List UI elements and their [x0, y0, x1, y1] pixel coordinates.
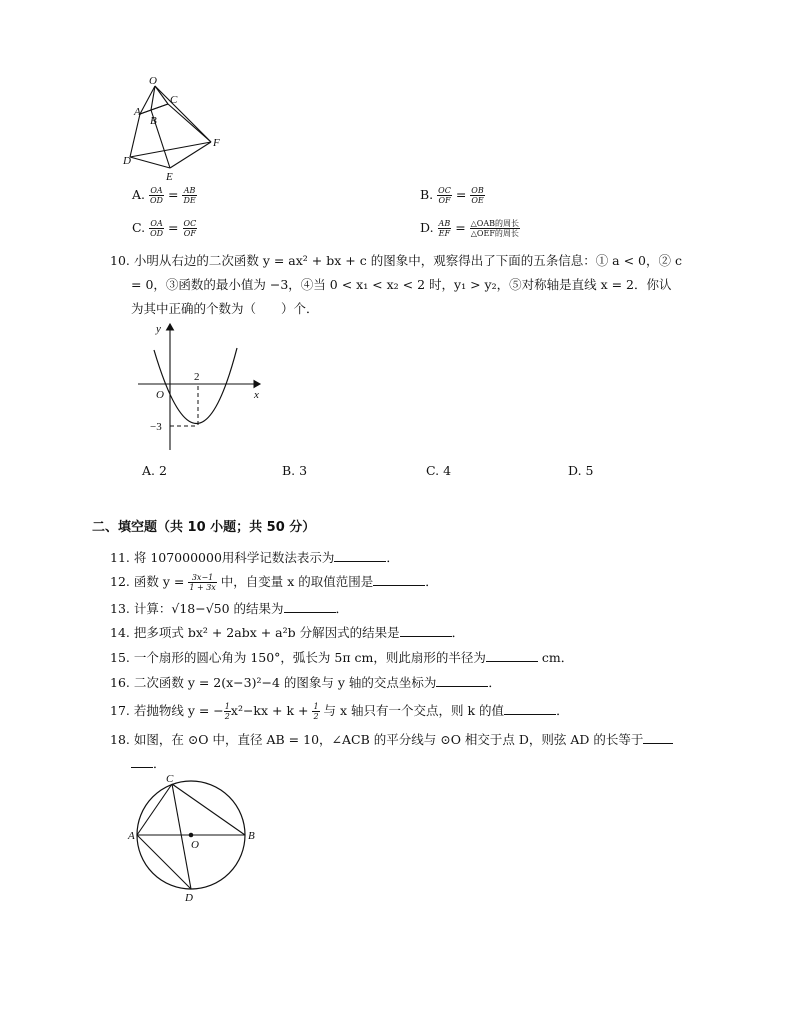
q18-circle-figure: [124, 772, 264, 906]
q10-axis-y-label: y: [156, 323, 161, 335]
q9-option-c[interactable]: [132, 219, 197, 238]
q10-option-b[interactable]: B. 3: [282, 463, 308, 478]
q16: [110, 674, 501, 692]
fraction: $\frac{OA}{OD}$: [150, 186, 163, 205]
question-end: ．: [425, 574, 438, 589]
q18-label-d: D: [185, 892, 193, 904]
question-end: ．: [451, 625, 465, 640]
fraction: $\frac{\text{△OAB的周长}}{\text{△OEF的周长}}$: [470, 219, 520, 238]
q9-label-b: B: [150, 115, 157, 127]
fraction: $\frac{OC}{OF}$: [183, 219, 197, 238]
q9-label-o: O: [149, 75, 157, 87]
q17: [110, 702, 569, 721]
q18-line-2: [131, 755, 166, 773]
question-text: x²−kx + k +: [230, 703, 313, 718]
fraction: $\frac{AB}{EF}$: [438, 219, 451, 238]
question-text: 14. 把多项式 bx² + 2abx + a²b 分解因式的结果是: [110, 625, 400, 640]
q18-label-o: O: [191, 839, 199, 851]
q18-label-c: C: [166, 773, 174, 785]
q12: [110, 573, 438, 592]
q18-line-1: [110, 731, 673, 749]
equals: =: [455, 187, 467, 202]
q10-line-2: = 0，③函数的最小值为 −3，④当 0 < x₁ < x₂ < 2 时，y₁ > y₂，⑤对称轴是直线 x = 2．你认: [131, 277, 672, 292]
fraction: $\frac{1}{2}$: [224, 702, 230, 721]
question-end: cm．: [537, 650, 574, 665]
question-end: ．: [556, 703, 569, 718]
fraction: $\frac{3x-1}{1 + 3x}$: [189, 573, 216, 592]
q9-label-c: C: [170, 94, 178, 106]
q10-line-1: 10. 小明从右边的二次函数 y = ax² + bx + c 的图象中，观察得出了下面的五条信息：① a < 0，② c: [110, 253, 682, 268]
question-end: ．: [153, 756, 166, 771]
question-text: 与 x 轴只有一个交点，则 k 的值: [319, 703, 505, 718]
q13: [110, 600, 348, 618]
question-end: ．: [488, 675, 501, 690]
question-text: 13. 计算：√18−√50 的结果为: [110, 601, 284, 616]
answer-blank[interactable]: [504, 702, 556, 715]
option-letter: A.: [132, 187, 146, 202]
option-letter: C.: [132, 220, 146, 235]
q9-label-d: D: [123, 155, 131, 167]
equals: =: [455, 220, 466, 235]
option-letter: B.: [420, 187, 434, 202]
fraction: $\frac{AB}{DE}$: [183, 186, 196, 205]
q11: [110, 549, 399, 567]
q10-option-a[interactable]: A. 2: [142, 463, 167, 478]
question-text: 11. 将 107000000用科学记数法表示为: [110, 550, 335, 565]
option-letter: D.: [420, 220, 434, 235]
answer-blank[interactable]: [400, 624, 452, 637]
question-end: ．: [335, 601, 349, 616]
section-title: 二、填空题（共 10 小题；共 50 分）: [92, 520, 316, 535]
q10-tick-minus3: −3: [150, 421, 162, 433]
q10-axis-x-label: x: [254, 389, 259, 401]
q18-label-a: A: [128, 830, 135, 842]
q10-option-d[interactable]: D. 5: [568, 463, 594, 478]
q9-option-a[interactable]: [132, 186, 197, 205]
answer-blank-continued[interactable]: [131, 755, 153, 768]
answer-blank[interactable]: [436, 674, 488, 687]
question-text: 中，自变量 x 的取值范围是: [216, 574, 374, 589]
q10-tick-2: 2: [194, 371, 200, 383]
answer-blank[interactable]: [334, 549, 386, 562]
answer-blank[interactable]: [643, 731, 673, 744]
q18-label-b: B: [248, 830, 255, 842]
question-text: 18. 如图，在 ⊙O 中，直径 AB = 10，∠ACB 的平分线与 ⊙O 相交于点 D，则弦 AD 的长等于: [110, 732, 644, 747]
question-text: 15. 一个扇形的圆心角为 150°，弧长为 5π cm，则此扇形的半径为: [110, 650, 486, 665]
answer-blank[interactable]: [373, 573, 425, 586]
q9-label-e: E: [166, 171, 173, 183]
question-end: ．: [386, 550, 399, 565]
q10-line-3: 为其中正确的个数为（ ）个．: [131, 301, 319, 316]
q9-figure: [118, 72, 228, 184]
fraction: $\frac{OC}{OF}$: [438, 186, 451, 205]
equals: =: [167, 187, 179, 202]
question-text: 12. 函数 y =: [110, 574, 189, 589]
answer-blank[interactable]: [486, 649, 538, 662]
q15: [110, 649, 573, 667]
equals: =: [168, 220, 179, 235]
answer-blank[interactable]: [284, 600, 336, 613]
fraction: $\frac{1}{2}$: [313, 702, 319, 721]
q9-option-b[interactable]: [420, 186, 485, 205]
fraction: $\frac{OA}{OD}$: [150, 219, 164, 238]
fraction: $\frac{OB}{OE}$: [471, 186, 484, 205]
q9-label-a: A: [134, 106, 141, 118]
q10-origin-label: O: [156, 389, 164, 401]
q9-label-f: F: [213, 137, 220, 149]
question-text: 17. 若抛物线 y = −: [110, 703, 224, 718]
q10-option-c[interactable]: C. 4: [426, 463, 452, 478]
q9-option-d[interactable]: [420, 219, 520, 238]
q10-parabola-graph: [136, 318, 266, 452]
question-text: 16. 二次函数 y = 2(x−3)²−4 的图象与 y 轴的交点坐标为: [110, 675, 437, 690]
q14: [110, 624, 464, 642]
